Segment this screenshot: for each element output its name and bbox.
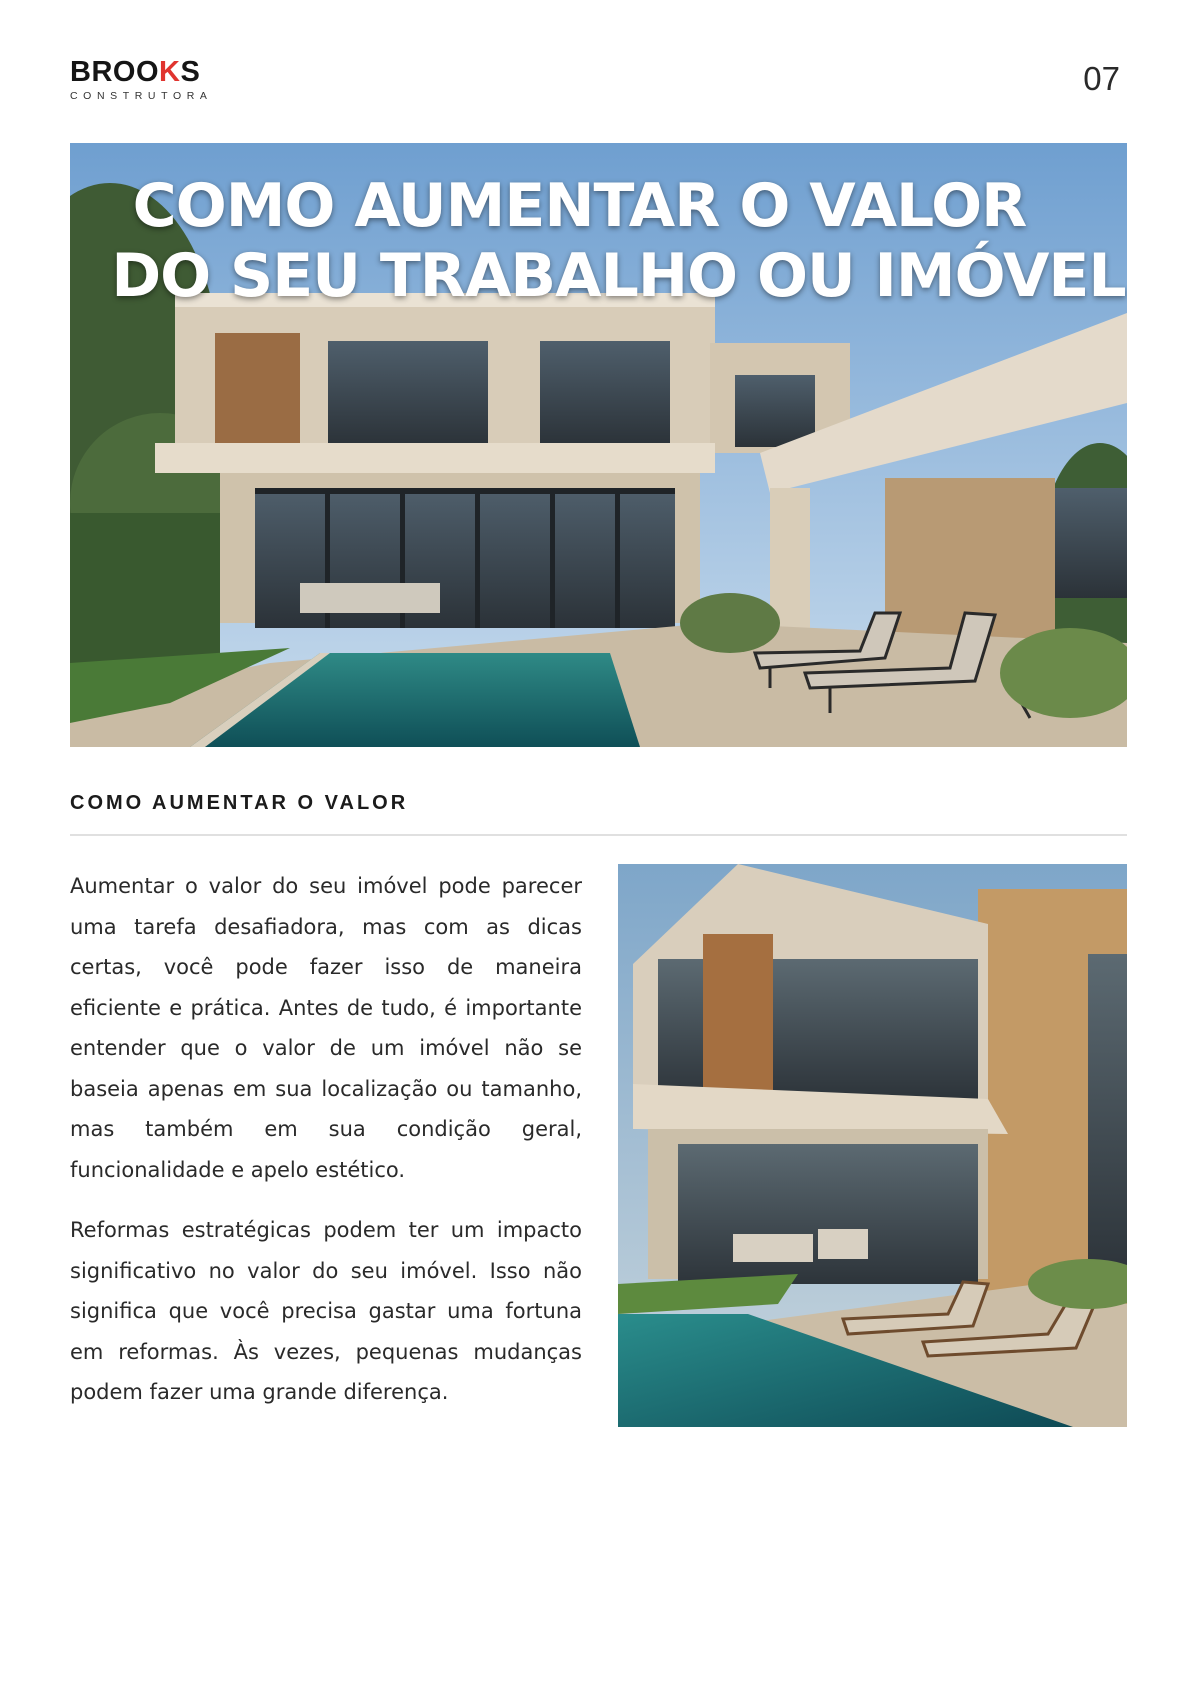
hero-title-line-1: COMO AUMENTAR O VALOR (132, 171, 1027, 241)
page-number: 07 (1083, 60, 1120, 97)
section-divider (70, 834, 1127, 836)
paragraph-2: Reformas estratégicas podem ter um impacto significativo no valor do seu imóvel. Isso não significa que você precisa gastar uma fortuna em reformas. Às vezes, pequenas mudanças podem fazer uma grande diferença. (70, 1218, 582, 1404)
side-house-image (618, 864, 1127, 1427)
side-house-illustration (618, 864, 1127, 1427)
hero-title (70, 171, 1127, 311)
brand-logo (70, 58, 213, 102)
logo-subtitle: CONSTRUTORA (70, 90, 213, 102)
logo-wordmark: BROOKS (70, 56, 201, 88)
hero-title-line-2: DO SEU TRABALHO OU IMÓVEL (111, 241, 1126, 311)
article-body (70, 866, 582, 1433)
section-heading: COMO AUMENTAR O VALOR (70, 792, 409, 814)
hero-image (70, 143, 1127, 747)
paragraph-1: Aumentar o valor do seu imóvel pode parecer uma tarefa desafiadora, mas com as dicas certas, você pode fazer isso de maneira eficiente e prática. Antes de tudo, é importante entender que o valor de um imóvel não se baseia apenas em sua localização ou tamanho, mas também em sua condição geral, funcionalidade e apelo estético. (70, 874, 582, 1182)
